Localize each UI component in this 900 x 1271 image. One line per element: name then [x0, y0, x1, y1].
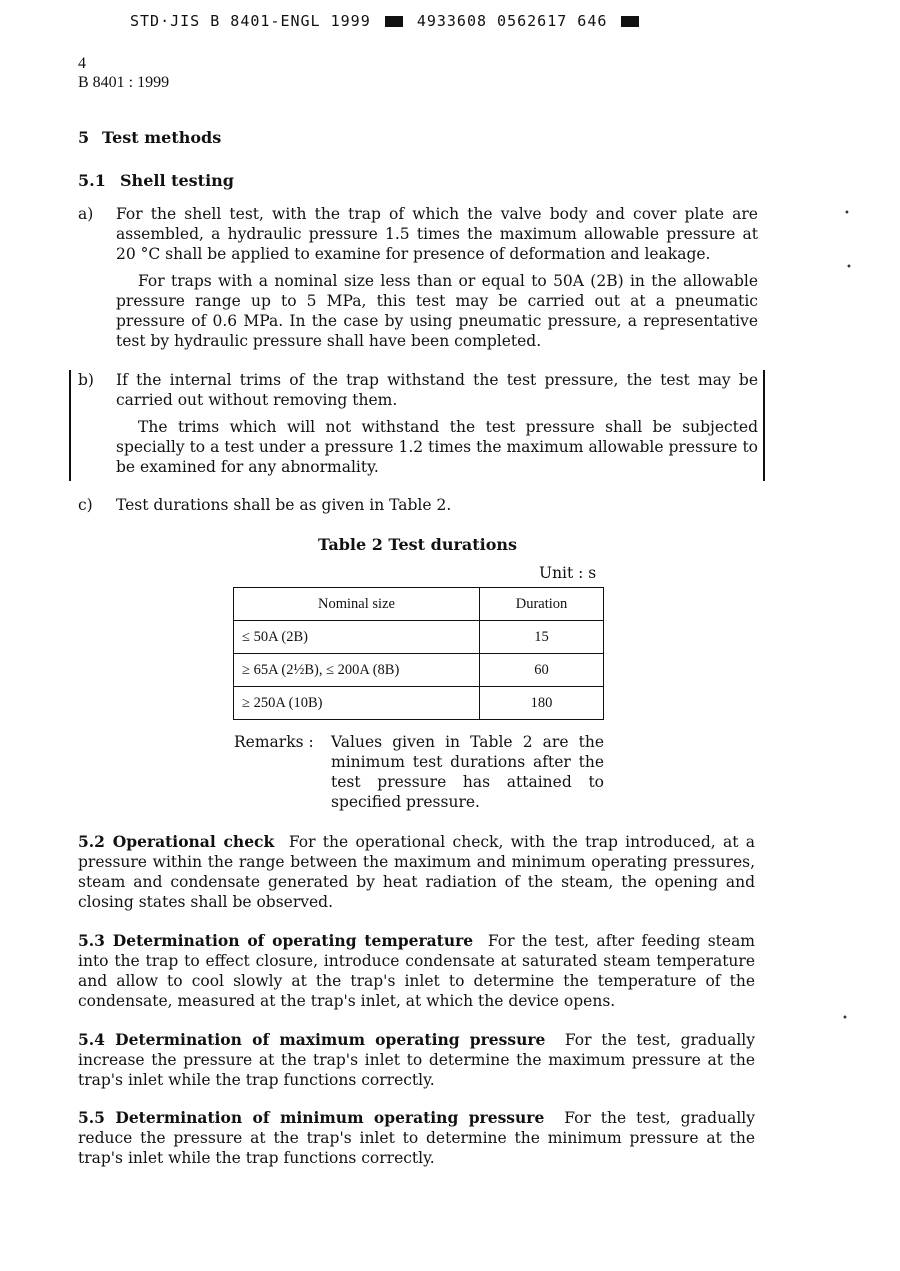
- item-c-text: Test durations shall be as given in Table 2.: [116, 496, 452, 514]
- table-row: [234, 687, 604, 720]
- change-bar-right: [763, 370, 765, 481]
- standard-id: B 8401 : 1999: [78, 74, 170, 91]
- item-label: b): [78, 371, 94, 389]
- duration-cell: 60: [480, 654, 604, 687]
- stamp-block-icon: [621, 16, 639, 27]
- item-a: [78, 204, 758, 351]
- section-5-3: [78, 931, 755, 1011]
- item-a-paragraph-2: For traps with a nominal size less than or equal to 50A (2B) in the allowable pressure range up to 5 MPa, this test may be carried out at a pneumatic pressure of 0.6 MPa. In the case by using pneumatic pressure, a representative test by hydraulic pressure shall have been completed.: [116, 272, 758, 350]
- section-title: Shell testing: [120, 171, 234, 190]
- duration-cell: 180: [480, 687, 604, 720]
- table-unit: Unit : s: [539, 564, 597, 582]
- page-number: 4: [78, 55, 86, 72]
- remarks-text: Values given in Table 2 are the minimum test durations after the test pressure has attained to specified pressure.: [331, 733, 604, 811]
- scan-speck: •: [846, 262, 852, 273]
- item-b-paragraph-2: The trims which will not withstand the test pressure shall be subjected specially to a test under a pressure 1.2 times the maximum allowable pressure to be examined for any abnormality.: [116, 418, 758, 476]
- section-5-1-heading: [78, 171, 234, 190]
- section-5-4: [78, 1030, 755, 1090]
- duration-cell: 15: [480, 621, 604, 654]
- column-header: Duration: [480, 588, 604, 621]
- item-label: a): [78, 205, 94, 223]
- nominal-size-cell: ≤ 50A (2B): [234, 621, 480, 654]
- section-number: 5.1: [78, 171, 106, 190]
- table-row: [234, 654, 604, 687]
- item-b-paragraph-1: If the internal trims of the trap withstand the test pressure, the test may be carried out without removing them.: [116, 371, 758, 409]
- section-heading: 5.4 Determination of maximum operating pressure: [78, 1030, 546, 1049]
- scan-speck: •: [844, 208, 850, 219]
- section-text: For the operational check, with the trap introduced, at a pressure within the range between the maximum and minimum operating pressures, steam and condensate generated by heat radiation of the steam, the opening and closing states shall be observed.: [78, 833, 755, 911]
- nominal-size-cell: ≥ 65A (2½B), ≤ 200A (8B): [234, 654, 480, 687]
- scan-speck: •: [842, 1013, 848, 1024]
- item-label: c): [78, 496, 93, 514]
- section-5-2: [78, 832, 755, 912]
- stamp-right: 4933608 0562617 646: [416, 12, 608, 30]
- section-heading: 5.2 Operational check: [78, 832, 275, 851]
- stamp-left: STD·JIS B 8401-ENGL 1999: [130, 12, 371, 30]
- table-remarks: [234, 732, 604, 812]
- section-text: For the test, gradually reduce the pressure at the trap's inlet to determine the minimum pressure at the trap's inlet while the trap functions correctly.: [78, 1109, 755, 1167]
- stamp-block-icon: [385, 16, 403, 27]
- nominal-size-cell: ≥ 250A (10B): [234, 687, 480, 720]
- column-header: Nominal size: [234, 588, 480, 621]
- table-row: [234, 621, 604, 654]
- section-heading: 5.5 Determination of minimum operating pressure: [78, 1108, 545, 1127]
- item-a-paragraph-1: For the shell test, with the trap of which the valve body and cover plate are assembled, a hydraulic pressure 1.5 times the maximum allowable pressure at 20 °C shall be applied to examine for presence of deformation and leakage.: [116, 205, 758, 263]
- section-text: For the test, gradually increase the pressure at the trap's inlet to determine the maximum pressure at the trap's inlet while the trap functions correctly.: [78, 1031, 755, 1089]
- section-text: For the test, after feeding steam into the trap to effect closure, introduce condensate at saturated steam temperature and allow to cool slowly at the trap's inlet to determine the temperature of the condensate, measured at the trap's inlet, at which the device opens.: [78, 932, 756, 1010]
- document-stamp: [130, 12, 643, 30]
- section-number: 5: [78, 128, 90, 147]
- section-title: Test methods: [102, 128, 222, 147]
- section-heading: 5.3 Determination of operating temperature: [78, 931, 474, 950]
- item-c: [78, 495, 758, 515]
- remarks-label: Remarks :: [234, 733, 314, 751]
- test-durations-table: [233, 587, 604, 720]
- table-header-row: [234, 588, 604, 621]
- table-caption: Table 2 Test durations: [317, 535, 518, 554]
- section-5-heading: [78, 128, 221, 147]
- section-5-5: [78, 1108, 755, 1168]
- change-bar-left: [69, 370, 71, 481]
- item-b: [78, 370, 758, 477]
